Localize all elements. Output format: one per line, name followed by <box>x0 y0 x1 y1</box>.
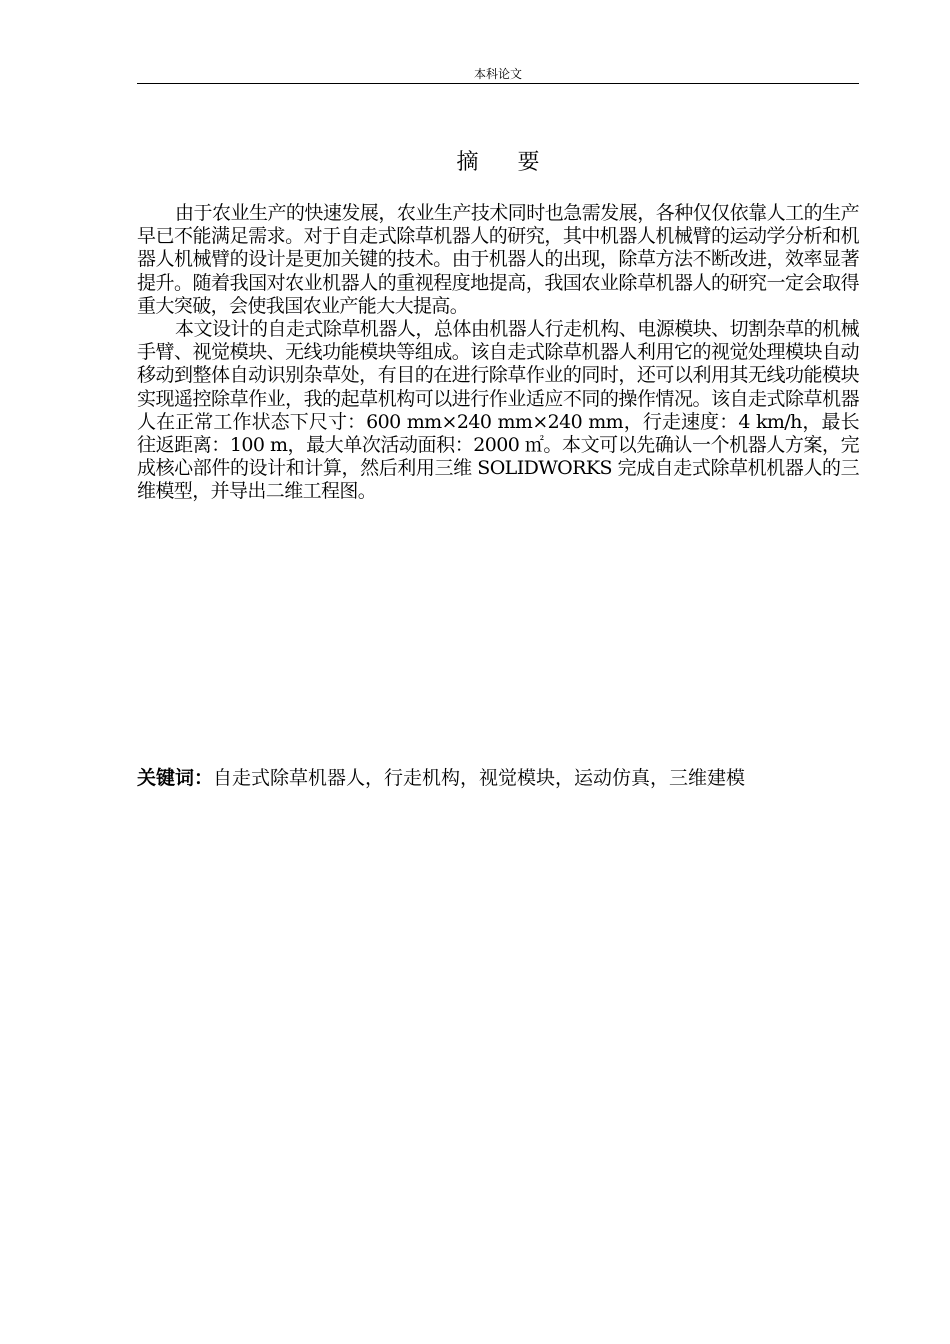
keywords-line <box>137 765 859 791</box>
page-title: 摘 要 <box>456 150 556 175</box>
abstract-paragraph-1: 由于农业生产的快速发展，农业生产技术同时也急需发展，各种仅仅依靠人工的生产早已不能满足需求。对于自走式除草机器人的研究，其中机器人机械臂的运动学分析和机器人机械臂的设计是更加关键的技术。由于机器人的出现，除草方法不断改进，效率显著提升。随着我国对农业机器人的重视程度地提高，我国农业除草机器人的研究一定会取得重大突破，会使我国农业产能大大提高。 <box>137 202 859 317</box>
keywords-label: 关键词： <box>137 767 214 789</box>
running-header: 本科论文 <box>473 67 522 81</box>
keywords-value: 自走式除草机器人，行走机构，视觉模块，运动仿真，三维建模 <box>213 767 746 789</box>
abstract-body <box>137 202 859 504</box>
header-rule <box>137 83 859 84</box>
abstract-paragraph-2: 本文设计的自走式除草机器人，总体由机器人行走机构、电源模块、切割杂草的机械手臂、视觉模块、无线功能模块等组成。该自走式除草机器人利用它的视觉处理模块自动移动到整体自动识别杂草处，有目的在进行除草作业的同时，还可以利用其无线功能模块实现遥控除草作业，我的起草机构可以进行作业适应不同的操作情况。该自走式除草机器人在正常工作状态下尺寸：600 mm×240 mm×240 mm，行走速度：4 km/h，最长往返距离：100 m，最大单次活动面积：2000 ㎡。本文可以先确认一个机器人方案，完成核心部件的设计和计算，然后利用三维 SOLIDWORKS 完成自走式除草机机器人的三维模型，并导出二维工程图。 <box>137 318 859 503</box>
